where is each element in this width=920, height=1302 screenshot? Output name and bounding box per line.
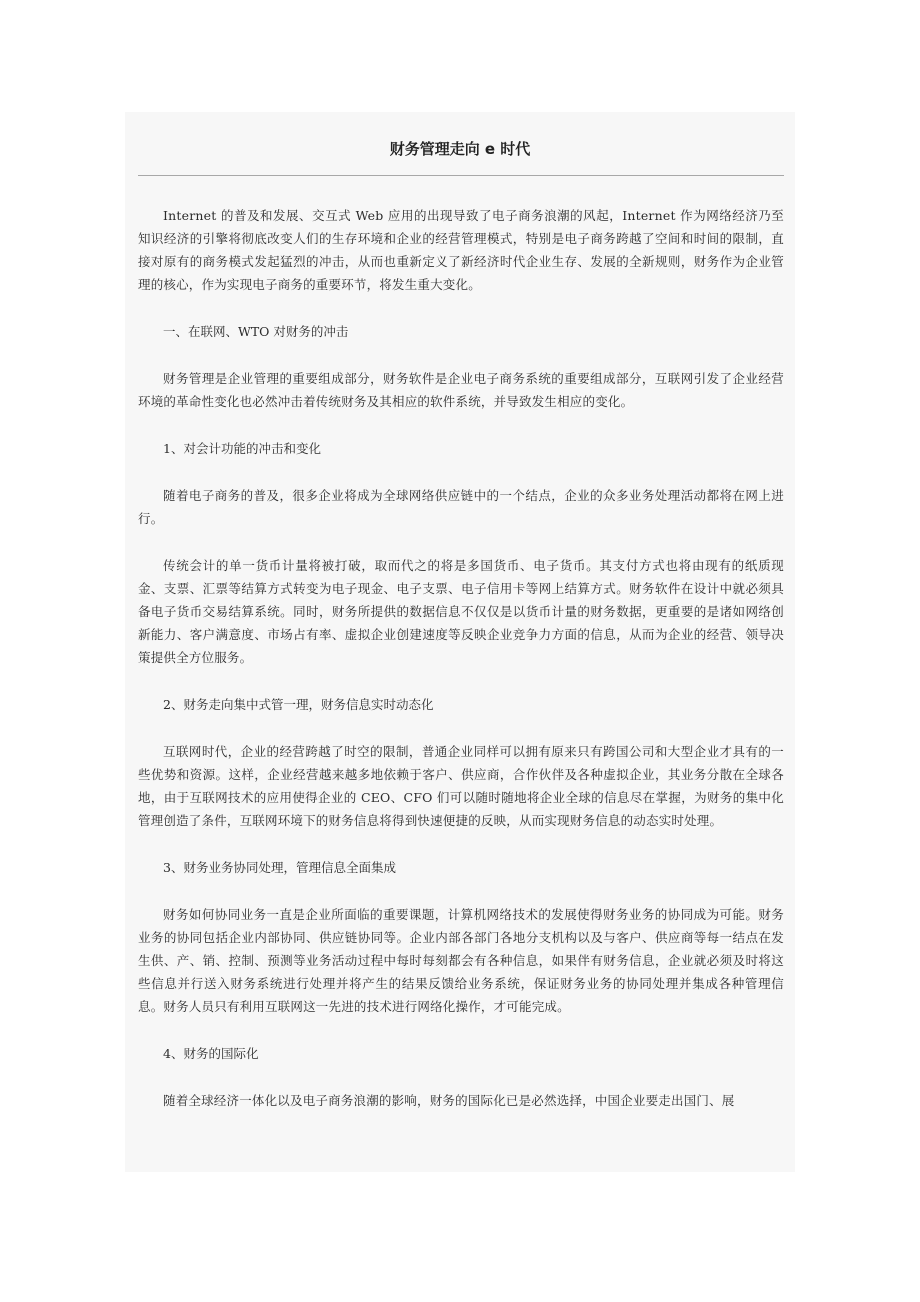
paragraph: 互联网时代，企业的经营跨越了时空的限制，普通企业同样可以拥有原来只有跨国公司和大型企业才具有的一些优势和资源。这样，企业经营越来越多地依赖于客户、供应商，合作伙伴及各种虚拟企业，其业务分散在全球各地，由于互联网技术的应用使得企业的 CEO、CFO 们可以随时随地将企业全球的信息尽在掌握，为财务的集中化管理创造了条件，互联网环境下的财务信息将得到快速便捷的反映，从而实现财务信息的动态实时处理。 [138, 744, 784, 828]
title-divider [138, 175, 784, 176]
paragraph: 传统会计的单一货币计量将被打破，取而代之的将是多国货币、电子货币。其支付方式也将由现有的纸质现金、支票、汇票等结算方式转变为电子现金、电子支票、电子信用卡等网上结算方式。财务软件在设计中就必须具备电子货币交易结算系统。同时，财务所提供的数据信息不仅仅是以货币计量的财务数据，更重要的是诸如网络创新能力、客户满意度、市场占有率、虚拟企业创建速度等反映企业竞争力方面的信息，从而为企业的经营、领导决策提供全方位服务。 [138, 558, 784, 665]
paragraph: 财务如何协同业务一直是企业所面临的重要课题，计算机网络技术的发展使得财务业务的协同成为可能。财务业务的协同包括企业内部协同、供应链协同等。企业内部各部门各地分支机构以及与客户、供应商等每一结点在发生供、产、销、控制、预测等业务活动过程中每时每刻都会有各种信息，如果伴有财务信息，企业就必须及时将这些信息并行送入财务系统进行处理并将产生的结果反馈给业务系统，保证财务业务的协同处理并集成各种管理信息。财务人员只有利用互联网这一先进的技术进行网络化操作，才可能完成。 [138, 907, 784, 1014]
article-body [138, 204, 784, 1136]
section-heading: 3、财务业务协同处理，管理信息全面集成 [163, 860, 396, 875]
paragraph: Internet 的普及和发展、交互式 Web 应用的出现导致了电子商务浪潮的风起，Internet 作为网络经济乃至知识经济的引擎将彻底改变人们的生存环境和企业的经营管理模式，特别是电子商务跨越了空间和时间的限制，直接对原有的商务模式发起猛烈的冲击，从而也重新定义了新经济时代企业生存、发展的全新规则，财务作为企业管理的核心，作为实现电子商务的重要环节，将发生重大变化。 [138, 208, 784, 292]
article-panel [125, 112, 795, 1172]
section-heading: 2、财务走向集中式管一理，财务信息实时动态化 [163, 697, 434, 712]
article-title: 财务管理走向 e 时代 [389, 140, 531, 158]
paragraph: 随着全球经济一体化以及电子商务浪潮的影响，财务的国际化已是必然选择，中国企业要走出国门、展 [163, 1093, 735, 1108]
paragraph: 随着电子商务的普及，很多企业将成为全球网络供应链中的一个结点，企业的众多业务处理活动都将在网上进行。 [138, 488, 784, 526]
section-heading: 一、在联网、WTO 对财务的冲击 [163, 324, 349, 339]
paragraph: 财务管理是企业管理的重要组成部分，财务软件是企业电子商务系统的重要组成部分，互联网引发了企业经营环境的革命性变化也必然冲击着传统财务及其相应的软件系统，并导致发生相应的变化。 [138, 371, 784, 409]
section-heading: 4、财务的国际化 [163, 1046, 259, 1061]
section-heading: 1、对会计功能的冲击和变化 [163, 441, 321, 456]
